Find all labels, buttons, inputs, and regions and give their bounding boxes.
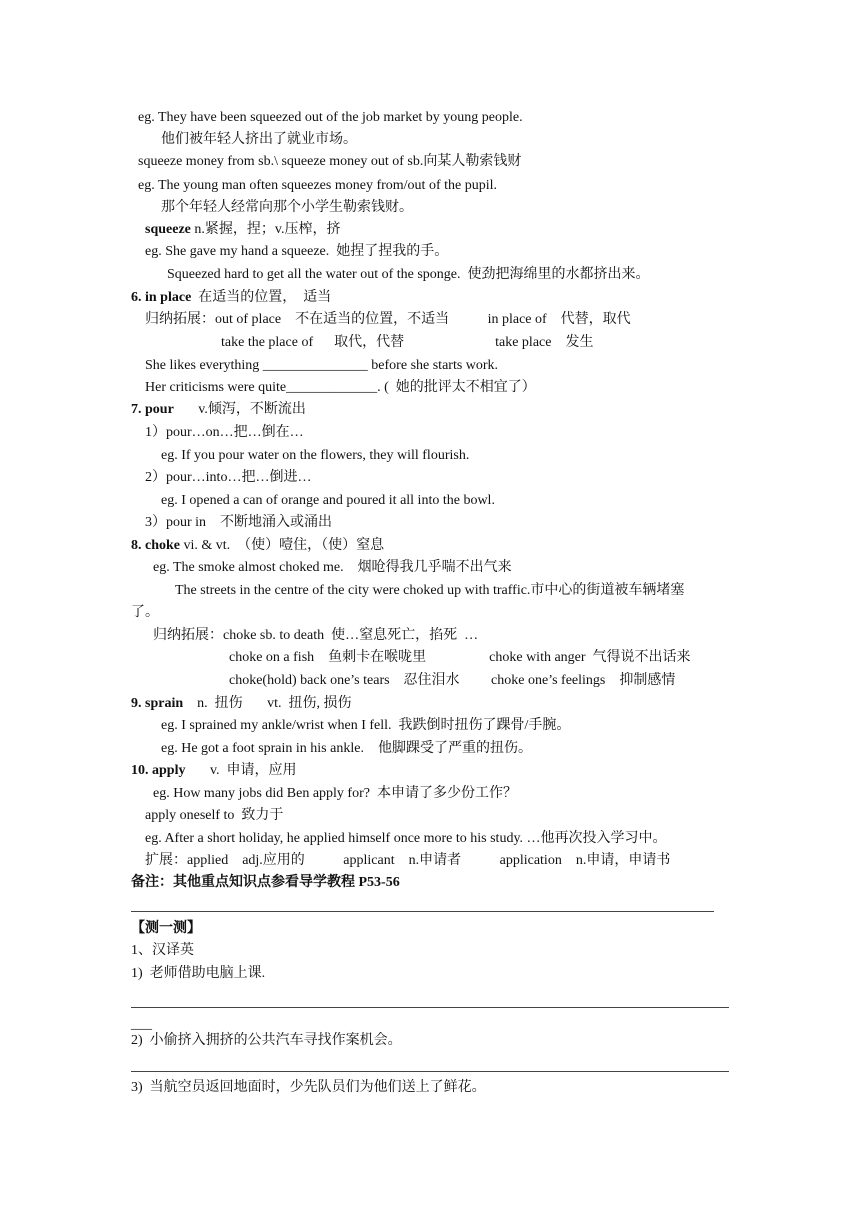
text-line-l33 [145, 830, 667, 848]
text-line-l12 [145, 357, 498, 375]
text-line-l15 [145, 424, 304, 442]
text-line-l03 [138, 153, 521, 171]
line-text: 1) 老师借助电脑上课. [131, 966, 266, 981]
line-text: 1）pour…on…把…倒在… [145, 425, 304, 440]
line-text: take the place of 取代，代替 take place 发生 [221, 335, 594, 350]
text-line-l37 [131, 942, 194, 960]
line-text: 他们被年轻人挤出了就业市场。 [161, 132, 357, 147]
line-text: ___ [131, 1017, 152, 1032]
text-line-l20 [131, 537, 384, 555]
text-line-l16 [161, 447, 469, 465]
text-line-l35 [131, 874, 400, 892]
text-line-l29 [161, 740, 532, 758]
text-line-l10 [145, 311, 631, 329]
line-text: eg. The smoke almost choked me. 烟呛得我几乎喘不出气来 [153, 560, 512, 575]
bold-term: 6. in place [131, 290, 192, 305]
text-line-l27 [131, 695, 352, 713]
text-line-l30 [131, 762, 297, 780]
text-line-l14 [131, 401, 306, 419]
line-text: n.紧握，捏；v.压榨，挤 [190, 222, 341, 237]
line-text: 扩展：applied adj.应用的 applicant n.申请者 application n.申请，申请书 [145, 853, 671, 868]
text-line-l05 [161, 199, 413, 217]
separator-line [131, 911, 714, 912]
text-line-l21 [153, 559, 512, 577]
line-text: 在适当的位置， 适当 [191, 290, 332, 305]
line-text: v. 申请，应用 [185, 763, 297, 778]
line-text: 归纳拓展：out of place 不在适当的位置，不适当 in place of 代替，取代 [145, 312, 631, 327]
text-line-l24 [153, 627, 478, 645]
text-line-l34 [145, 852, 670, 870]
text-line-l32 [145, 807, 283, 825]
text-line-l40 [131, 1032, 402, 1050]
line-text: eg. They have been squeezed out of the job market by young people. [138, 110, 523, 125]
line-text: vi. & vt. （使）噎住，（使）窒息 [180, 538, 385, 553]
text-line-l41 [131, 1079, 486, 1097]
line-text: eg. She gave my hand a squeeze. 她捏了捏我的手。 [145, 244, 449, 259]
text-line-l19 [145, 514, 332, 532]
line-text: Her criticisms were quite_____________. ( 她的批评太不相宜了） [145, 380, 536, 395]
text-line-l13 [145, 379, 536, 397]
text-line-l02 [161, 131, 357, 149]
text-line-l31 [153, 785, 517, 803]
line-text: eg. How many jobs did Ben apply for? 本申请了多少份工作？ [153, 786, 517, 801]
bold-term: 【测一测】 [131, 921, 201, 936]
line-text: 2) 小偷挤入拥挤的公共汽车寻找作案机会。 [131, 1033, 402, 1048]
text-line-l18 [161, 492, 495, 510]
line-text: The streets in the centre of the city were choked up with traffic.市中心的街道被车辆堵塞 [175, 583, 685, 598]
text-line-l36 [131, 920, 201, 938]
line-text: 归纳拓展：choke sb. to death 使…窒息死亡，掐死 … [153, 628, 479, 643]
line-text: eg. He got a foot sprain in his ankle. 他脚踝受了严重的扭伤。 [161, 741, 532, 756]
text-line-l06 [145, 221, 340, 239]
line-text: eg. I sprained my ankle/wrist when I fell. 我跌倒时扭伤了踝骨/手腕。 [161, 718, 571, 733]
line-text: choke on a fish 鱼刺卡在喉咙里 choke with anger 气得说不出话来 [229, 650, 691, 665]
line-text: eg. After a short holiday, he applied himself once more to his study. …他再次投入学习中。 [145, 831, 667, 846]
line-text: eg. The young man often squeezes money from/out of the pupil. [138, 178, 497, 193]
text-line-l26 [229, 672, 675, 690]
line-text: Squeezed hard to get all the water out of the sponge. 使劲把海绵里的水都挤出来。 [167, 267, 650, 282]
text-line-l17 [145, 469, 311, 487]
text-line-l07 [145, 243, 448, 261]
bold-term: 10. apply [131, 763, 186, 778]
line-text: v.倾泻，不断流出 [173, 402, 306, 417]
line-text: squeeze money from sb.\ squeeze money out of sb.向某人勒索钱财 [138, 154, 522, 169]
line-text: n. 扭伤 vt. 扭伤, 损伤 [183, 696, 352, 711]
line-text: apply oneself to 致力于 [145, 808, 284, 823]
line-text: eg. I opened a can of orange and poured it all into the bowl. [161, 493, 495, 508]
answer-line-1 [131, 1007, 729, 1008]
line-text: 3) 当航空员返回地面时，少先队员们为他们送上了鲜花。 [131, 1080, 486, 1095]
text-line-l28 [161, 717, 570, 735]
line-text: 了。 [131, 605, 159, 620]
text-line-l08 [167, 266, 650, 284]
line-text: 2）pour…into…把…倒进… [145, 470, 312, 485]
bold-term: 7. pour [131, 402, 174, 417]
bold-term: 9. sprain [131, 696, 184, 711]
bold-term: 备注：其他重点知识点参看导学教程 P53-56 [131, 875, 400, 890]
text-line-l22 [175, 582, 684, 600]
bold-term: squeeze [145, 222, 191, 237]
text-line-l01 [138, 109, 523, 127]
text-line-l38 [131, 965, 265, 983]
line-text: eg. If you pour water on the flowers, they will flourish. [161, 448, 470, 463]
line-text: She likes everything _______________ before she starts work. [145, 358, 499, 373]
text-line-l04 [138, 177, 497, 195]
text-line-l25 [229, 649, 691, 667]
line-text: 1、汉译英 [131, 943, 194, 958]
line-text: choke(hold) back one’s tears 忍住泪水 choke one’s feelings 抑制感情 [229, 673, 676, 688]
line-text: 那个年轻人经常向那个小学生勒索钱财。 [161, 200, 413, 215]
text-line-l09 [131, 289, 331, 307]
line-text: 3）pour in 不断地涌入或涌出 [145, 515, 333, 530]
text-line-l11 [221, 334, 593, 352]
answer-line-2 [131, 1071, 729, 1072]
bold-term: 8. choke [131, 538, 180, 553]
text-line-l23 [131, 604, 159, 622]
